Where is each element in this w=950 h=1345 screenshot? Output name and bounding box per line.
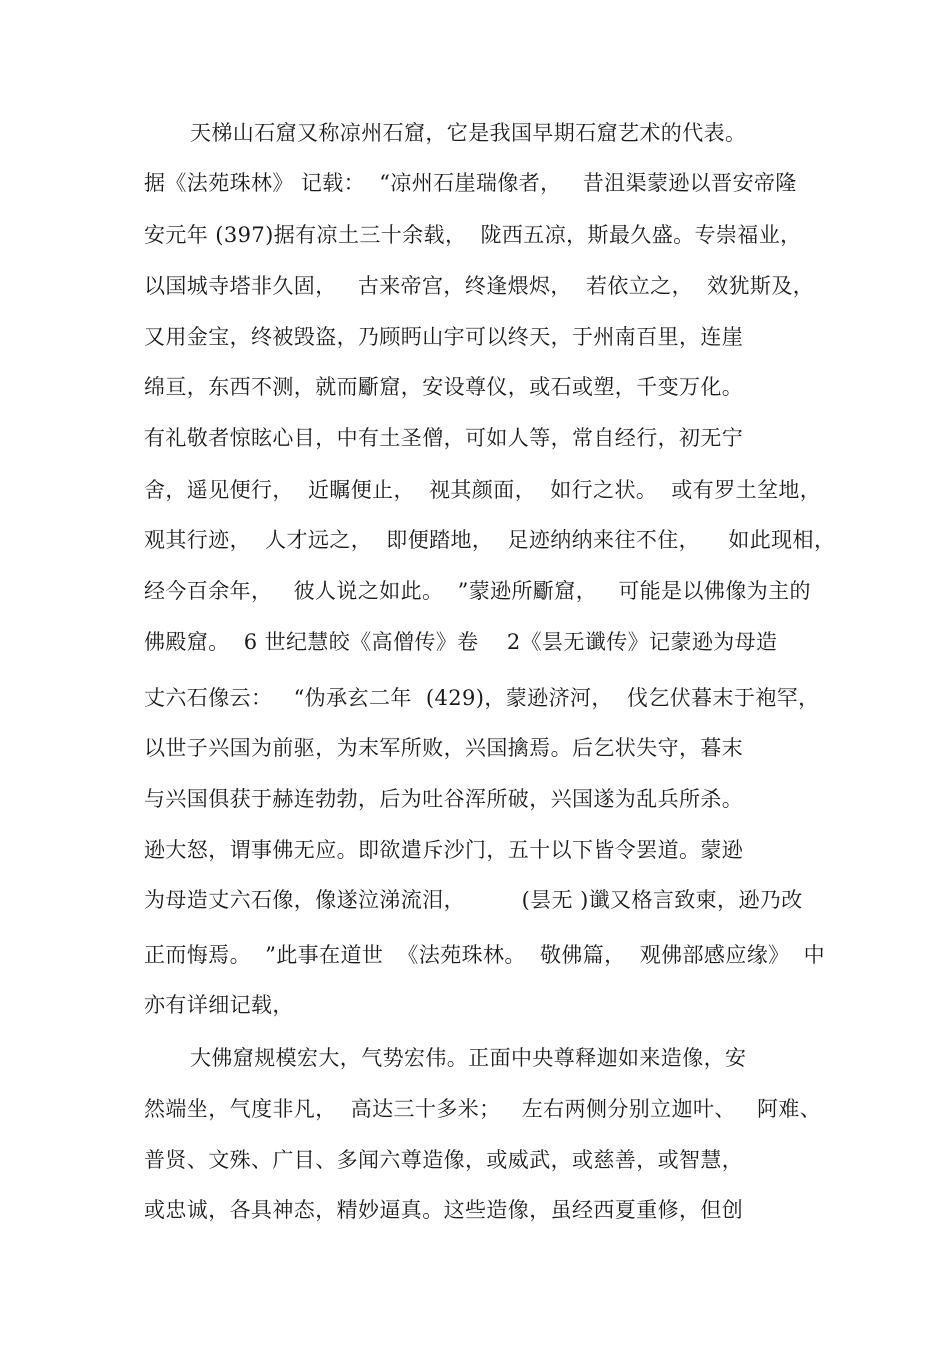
text-line: 有礼敬者惊眩心目，中有土圣僧，可如人等，常自经行，初无宁 <box>144 426 744 450</box>
text-line: 逊大怒，谓事佛无应。即欲遣斥沙门，五十以下皆令罢道。蒙逊 <box>144 838 744 862</box>
text-line: 大佛窟规模宏大，气势宏伟。正面中央尊释迦如来造像，安 <box>190 1046 747 1070</box>
text-line: 观其行迹， 人才远之， 即便踏地， 足迹纳纳来往不住， 如此现相， <box>144 528 836 552</box>
text-line: 绵亘，东西不测，就而斸窟，安设尊仪，或石或塑，千变万化。 <box>144 375 744 399</box>
text-line: 然端坐，气度非凡， 高达三十多米； 左右两侧分别立迦叶、 阿难、 <box>144 1097 822 1121</box>
text-line: 以国城寺塔非久固， 古来帝宫，终逢煨烬， 若依立之， 效犹斯及， <box>144 274 815 298</box>
text-line: 普贤、文殊、广目、多闻六尊造像，或威武，或慈善，或智慧， <box>144 1148 744 1172</box>
text-line: 安元年 (397)据有凉土三十余载， 陇西五凉，斯最久盛。专崇福业， <box>144 223 802 247</box>
text-line: 正而悔焉。 ”此事在道世 《法苑珠林。 敬佛篇， 观佛部感应缘》 中 <box>144 943 826 967</box>
text-line: 亦有详细记载， <box>144 993 294 1017</box>
text-line: 佛殿窟。 6 世纪慧皎《高僧传》卷 2《昙无谶传》记蒙逊为母造 <box>144 630 778 654</box>
text-line: 与兴国俱获于赫连勃勃，后为吐谷浑所破，兴国遂为乱兵所杀。 <box>144 787 744 811</box>
text-line: 舍，遥见便行， 近瞩便止， 视其颜面， 如行之状。 或有罗土坌地， <box>144 478 822 502</box>
text-line: 据《法苑珠林》 记载： “凉州石崖瑞像者， 昔沮渠蒙逊以晋安帝隆 <box>144 171 797 195</box>
text-line: 以世子兴国为前驱，为末军所败，兴国擒焉。后乞状失守，暮末 <box>144 736 744 760</box>
text-line: 或忠诚，各具神态，精妙逼真。这些造像，虽经西夏重修，但创 <box>144 1198 744 1222</box>
text-line: 经今百余年， 彼人说之如此。 ”蒙逊所斸窟， 可能是以佛像为主的 <box>144 579 811 603</box>
text-line: 又用金宝，终被毁盗，乃顾眄山宇可以终天，于州南百里，连崖 <box>144 325 744 349</box>
text-line: 为母造丈六石像，像遂泣涕流泪， (昙无 )谶又格言致柬，逊乃改 <box>144 888 803 912</box>
text-line: 丈六石像云： “伪承玄二年 (429)，蒙逊济河， 伐乞伏暮末于袍罕， <box>144 686 820 710</box>
text-line: 天梯山石窟又称凉州石窟，它是我国早期石窟艺术的代表。 <box>190 121 747 145</box>
